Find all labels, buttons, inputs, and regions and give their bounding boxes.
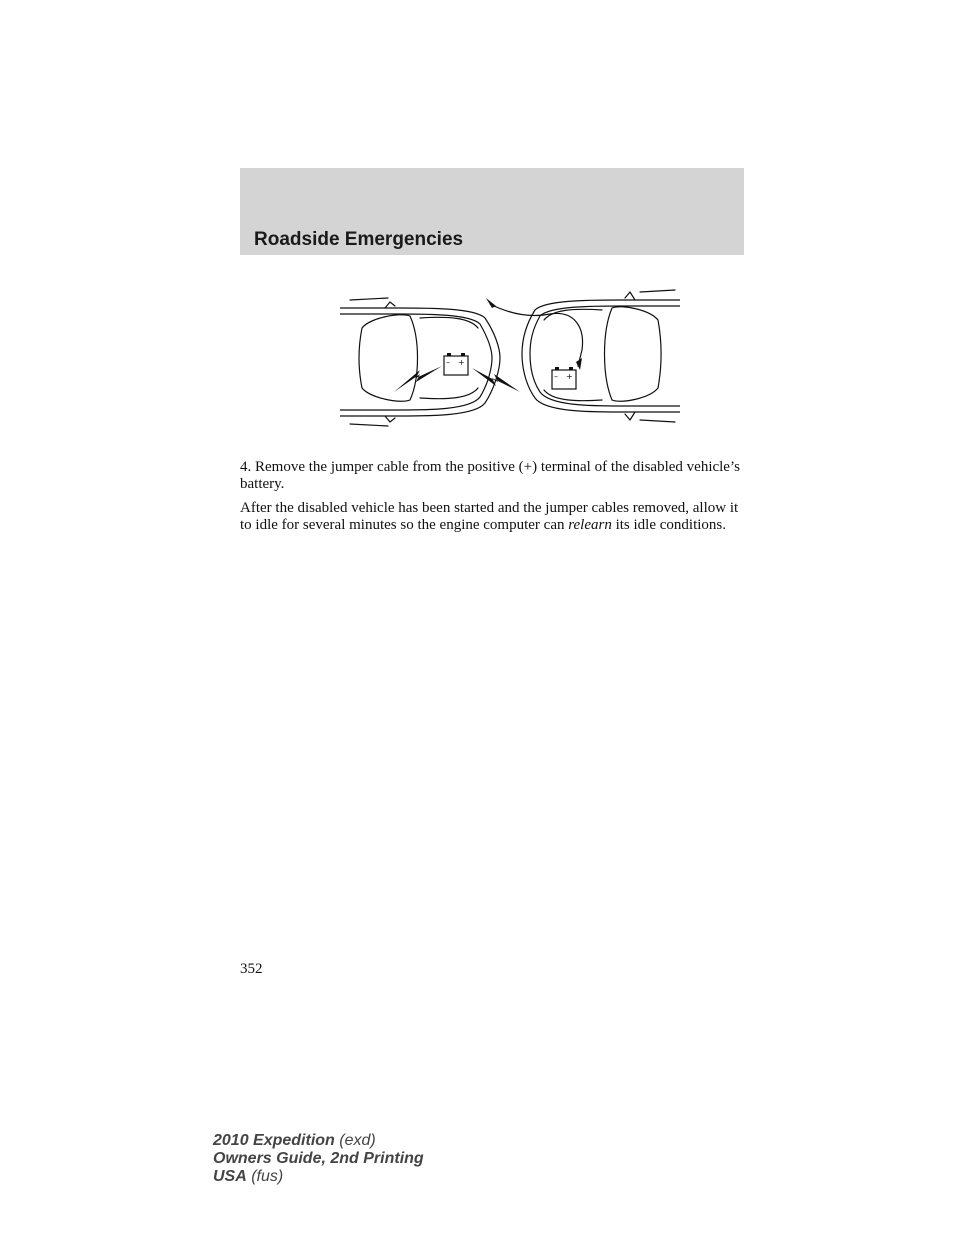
spark-right-icon	[472, 368, 520, 392]
relearn-emphasis: relearn	[568, 516, 612, 533]
footer-line-2: Owners Guide, 2nd Printing	[213, 1150, 424, 1167]
right-battery-minus: –	[554, 372, 558, 381]
cable-clamp-icon	[486, 298, 496, 308]
right-vehicle	[522, 290, 680, 422]
section-title: Roadside Emergencies	[254, 229, 464, 250]
instructions-text	[240, 459, 744, 541]
right-battery-icon	[552, 367, 576, 389]
right-battery-plus: +	[566, 372, 573, 381]
step-4-paragraph: 4. Remove the jumper cable from the positive (+) terminal of the disabled vehicle’s battery.	[240, 459, 740, 492]
jump-start-illustration	[340, 278, 680, 440]
two-vehicles-diagram	[340, 278, 680, 440]
section-header-band	[240, 168, 744, 255]
left-battery-plus: +	[458, 358, 465, 367]
page-number: 352	[240, 961, 263, 977]
footer-line-1: 2010 Expedition (exd)	[213, 1132, 376, 1149]
spark-left-icon	[394, 366, 442, 392]
left-battery-minus: –	[446, 358, 450, 367]
jumper-cable	[490, 304, 583, 366]
left-battery-icon	[444, 353, 468, 375]
footer-line-3: USA (fus)	[213, 1168, 284, 1185]
left-vehicle	[340, 298, 500, 426]
document-footer	[213, 1132, 424, 1186]
idle-relearn-paragraph: After the disabled vehicle has been started and the jumper cables removed, allow it to idle for several minutes so the engine computer can relearn its idle conditions.	[240, 500, 739, 533]
